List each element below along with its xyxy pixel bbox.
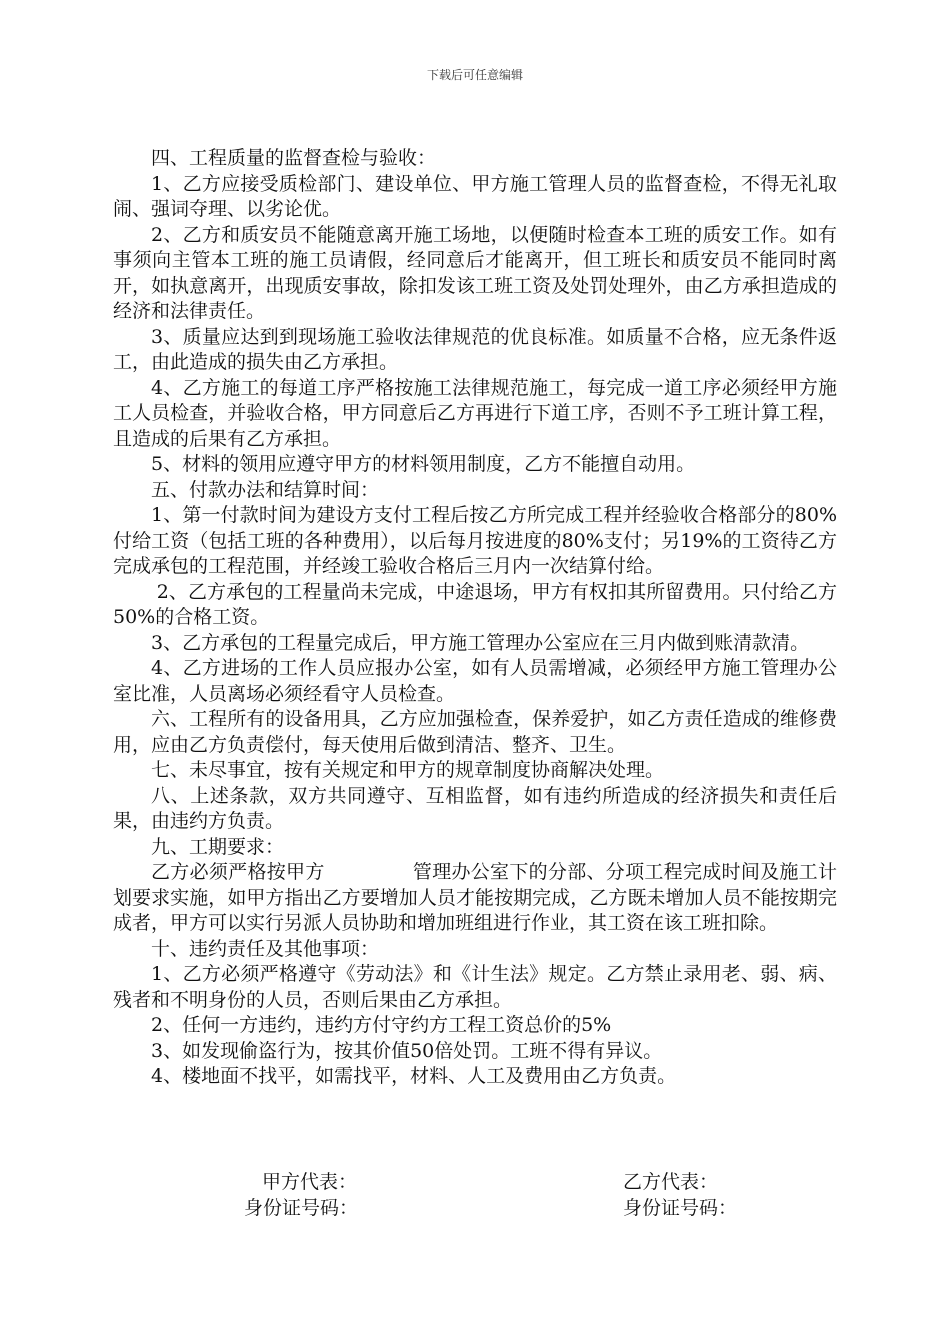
party-b-id-label: 身份证号码： — [623, 1197, 738, 1219]
clause-5-3: 3、乙方承包的工程量完成后，甲方施工管理办公室应在三月内做到账清款清。 — [151, 631, 810, 654]
section-heading-10: 十、违约责任及其他事项： — [151, 937, 380, 960]
clause-5-4: 4、乙方进场的工作人员应报办公室，如有人员需增减，必须经甲方施工管理办公室比准，人员离场必须经看守人员检查。 — [113, 657, 837, 705]
clause-4-3: 3、质量应达到到现场施工验收法律规范的优良标准。如质量不合格，应无条件返工，由此造成的损失由乙方承担。 — [113, 325, 837, 373]
clause-5-1: 1、第一付款时间为建设方支付工程后按乙方所完成工程并经验收合格部分的80%付给工资（包括工班的各种费用），以后每月按进度的80%支付；另19%的工资待乙方完成承包的工程范围，并经竣工验收合格后三月内一次结算付给。 — [113, 504, 837, 577]
clause-10-2: 2、任何一方违约，违约方付守约方工程工资总价的5% — [151, 1014, 612, 1036]
clause-4-2: 2、乙方和质安员不能随意离开施工场地，以便随时检查本工班的质安工作。如有事须向主管本工班的施工员请假，经同意后才能离开，但工班长和质安员不能同时离开，如执意离开，出现质安事故，除扣发该工班工资及处罚处理外，由乙方承担造成的经济和法律责任。 — [113, 223, 837, 322]
party-b-rep-label: 乙方代表： — [623, 1171, 719, 1193]
clause-10-1: 1、乙方必须严格遵守《劳动法》和《计生法》规定。乙方禁止录用老、弱、病、残者和不明身份的人员，否则后果由乙方承担。 — [113, 963, 837, 1011]
party-a-rep-label: 甲方代表： — [262, 1171, 358, 1193]
clause-9-body — [113, 860, 837, 937]
party-a-id-label: 身份证号码： — [244, 1197, 359, 1219]
clause-10-4: 4、楼地面不找平，如需找平，材料、人工及费用由乙方负责。 — [151, 1065, 677, 1087]
clause-4-1: 1、乙方应接受质检部门、建设单位、甲方施工管理人员的监督查检，不得无礼取闹、强词夺理、以劣论优。 — [113, 172, 837, 220]
header-note: 下载后可任意编辑 — [426, 68, 523, 82]
section-heading-4: 四、工程质量的监督查检与验收： — [151, 147, 437, 169]
section-7: 七、未尽事宜，按有关规定和甲方的规章制度协商解决处理。 — [151, 759, 665, 781]
clause-9-part1: 乙方必须严格按甲方 — [151, 861, 325, 883]
clause-10-3: 3、如发现偷盗行为，按其价值50倍处罚。工班不得有异议。 — [151, 1039, 663, 1062]
section-heading-5: 五、付款办法和结算时间： — [151, 478, 380, 501]
section-6: 六、工程所有的设备用具，乙方应加强检查，保养爱护，如乙方责任造成的维修费用，应由乙方负责偿付，每天使用后做到清洁、整齐、卫生。 — [113, 708, 837, 756]
clause-5-2: 2、乙方承包的工程量尚未完成，中途退场，甲方有权扣其所留费用。只付给乙方50%的合格工资。 — [113, 580, 837, 628]
clause-4-4: 4、乙方施工的每道工序严格按施工法律规范施工，每完成一道工序必须经甲方施工人员检查，并验收合格，甲方同意后乙方再进行下道工序，否则不予工班计算工程，且造成的后果有乙方承担。 — [113, 376, 837, 450]
section-8: 八、上述条款，双方共同遵守、互相监督，如有违约所造成的经济损失和责任后果，由违约方负责。 — [113, 784, 837, 832]
clause-9-part2: 管理办公室下的分部、分项工程完成时间及施工计划要求实施，如甲方指出乙方要增加人员才能按期完成，乙方既未增加人员不能按期完成者，甲方可以实行另派人员协助和增加班组进行作业，其工资在该工班扣除。 — [113, 861, 837, 934]
clause-4-5: 5、材料的领用应遵守甲方的材料领用制度，乙方不能擅自动用。 — [151, 453, 696, 475]
section-heading-9: 九、工期要求： — [151, 835, 285, 858]
contract-body — [113, 146, 837, 1090]
